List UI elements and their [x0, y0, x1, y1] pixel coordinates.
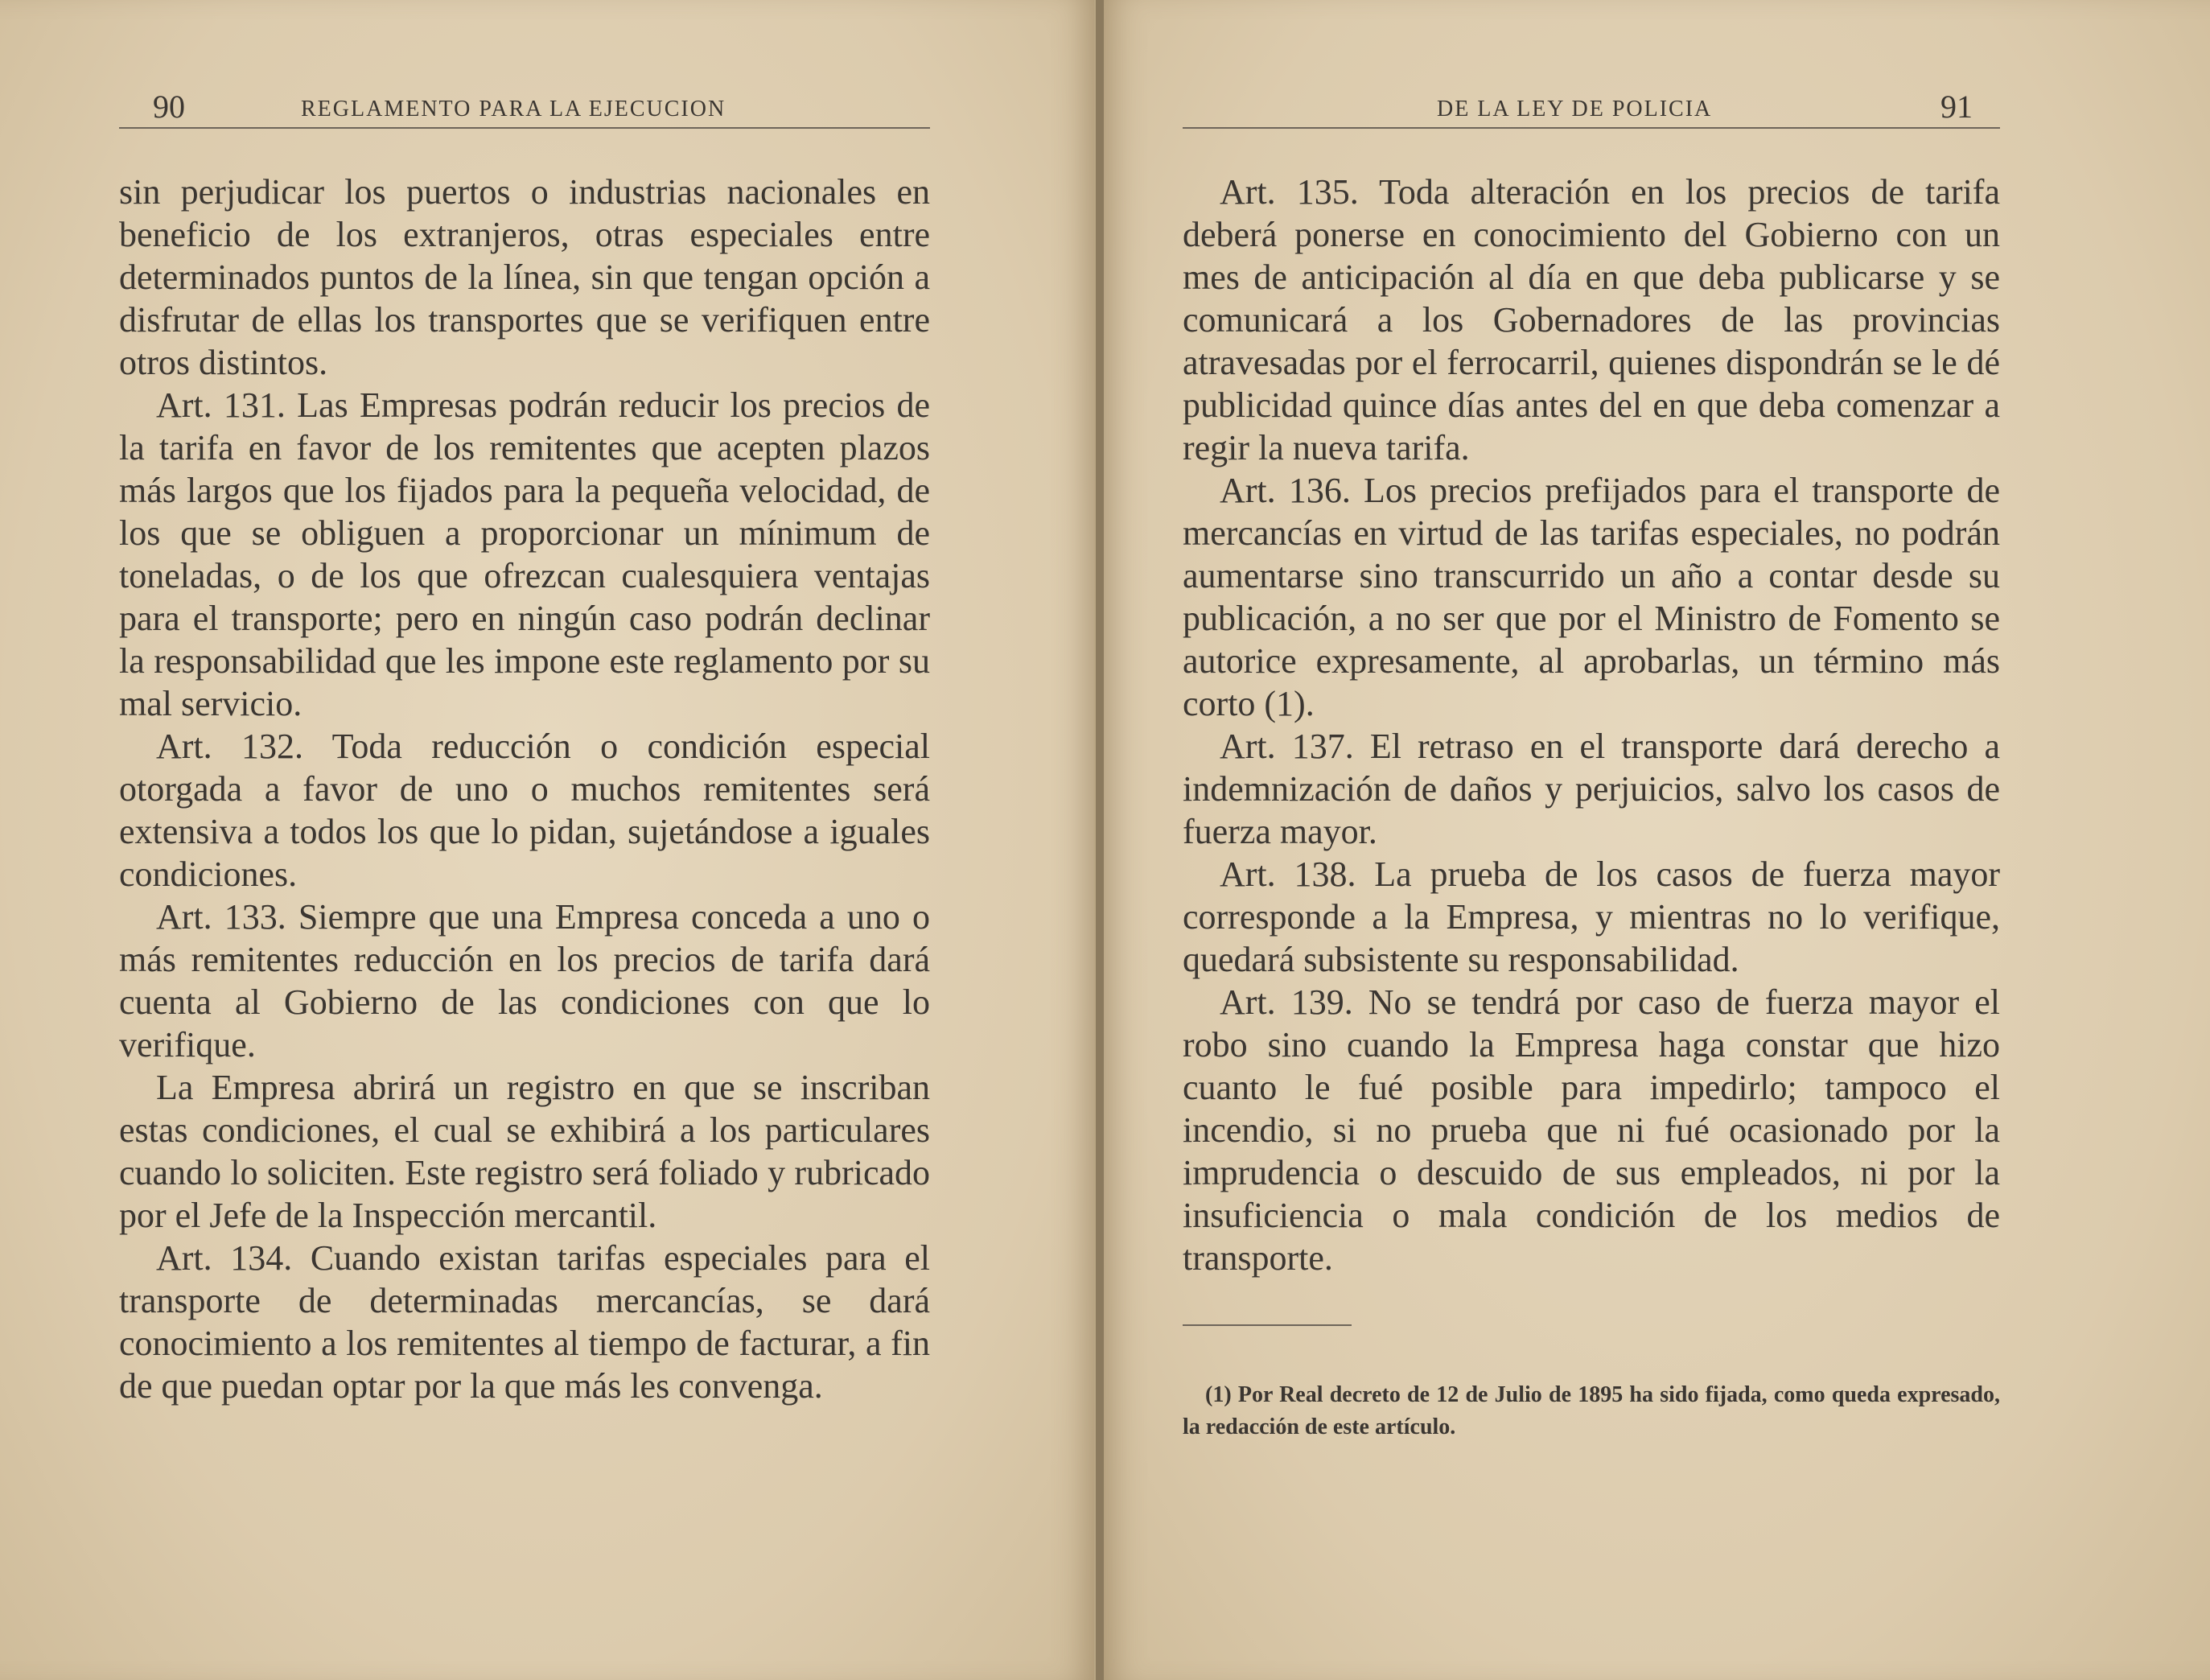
right-page-body: [1183, 171, 2000, 1279]
article-136: Art. 136. Los precios prefijados para el transporte de mercancías en virtud de las tarifas especiales, no podrán aumentarse sino transcurrido un año a contar desde su publicación, a no ser que por el Ministro de Fomento se autorice expresamente, al aprobarlas, un término más corto (1).: [1183, 471, 2000, 723]
article-137: Art. 137. El retraso en el transporte dará derecho a indemnización de daños y perjuicios, salvo los casos de fuerza mayor.: [1183, 727, 2000, 851]
article-135: Art. 135. Toda alteración en los precios de tarifa deberá ponerse en conocimiento del Gobierno con un mes de anticipación al día en que deba publicarse y se comunicará a los Gobernadores de las provincias atravesadas por el ferrocarril, quienes dispondrán se le dé publicidad quince días antes del en que deba comenzar a regir la nueva tarifa.: [1183, 172, 2000, 467]
article-139: Art. 139. No se tendrá por caso de fuerza mayor el robo sino cuando la Empresa haga constar que hizo cuanto le fué posible para impedirlo; tampoco el incendio, si no prueba que ni fué ocasionado por la imprudencia o descuido de sus empleados, ni por la insuficiencia o mala condición de los medios de transporte.: [1183, 982, 2000, 1278]
footnote-rule: [1183, 1324, 1352, 1326]
article-133: Art. 133. Siempre que una Empresa conceda a uno o más remitentes reducción en los precios de tarifa dará cuenta al Gobierno de las condiciones con que lo verifique.: [119, 897, 930, 1064]
article-134: Art. 134. Cuando existan tarifas especiales para el transporte de determinadas mercancías, se dará conocimiento a los remitentes al tiempo de facturar, a fin de que puedan optar por la que más les convenga.: [119, 1238, 930, 1406]
right-page-header: [1183, 87, 2000, 129]
right-page: [1104, 0, 2210, 1680]
left-page-header: [119, 87, 930, 129]
page-number: 91: [1940, 89, 1973, 125]
running-title: DE LA LEY DE POLICIA: [1437, 97, 1713, 121]
book-gutter: [1096, 0, 1104, 1680]
left-page: [0, 0, 1096, 1680]
article-138: Art. 138. La prueba de los casos de fuerza mayor corresponde a la Empresa, y mientras no lo verifique, quedará subsistente su responsabilidad.: [1183, 854, 2000, 979]
footnote: (1) Por Real decreto de 12 de Julio de 1895 ha sido fijada, como queda expresado, la redacción de este artículo.: [1183, 1382, 2000, 1439]
page-number: 90: [153, 89, 185, 125]
article-132: Art. 132. Toda reducción o condición especial otorgada a favor de uno o muchos remitentes será extensiva a todos los que lo pidan, sujetándose a iguales condiciones.: [119, 727, 930, 894]
article-131: Art. 131. Las Empresas podrán reducir los precios de la tarifa en favor de los remitentes que acepten plazos más largos que los fijados para la pequeña velocidad, de los que se obliguen a proporcionar un mínimum de toneladas, o de los que ofrezcan cualesquiera ventajas para el transporte; pero en ningún caso podrán declinar la responsabilidad que les impone este reglamento por su mal servicio.: [119, 385, 930, 723]
paragraph: La Empresa abrirá un registro en que se inscriban estas condiciones, el cual se exhibirá a los particulares cuando lo soliciten. Este registro será foliado y rubricado por el Jefe de la Inspección mercantil.: [119, 1068, 930, 1235]
paragraph: sin perjudicar los puertos o industrias nacionales en beneficio de los extranjeros, otras especiales entre determinados puntos de la línea, sin que tengan opción a disfrutar de ellas los transportes que se verifiquen entre otros distintos.: [119, 172, 930, 382]
left-page-body: [119, 171, 930, 1407]
running-title: REGLAMENTO PARA LA EJECUCION: [301, 97, 726, 121]
